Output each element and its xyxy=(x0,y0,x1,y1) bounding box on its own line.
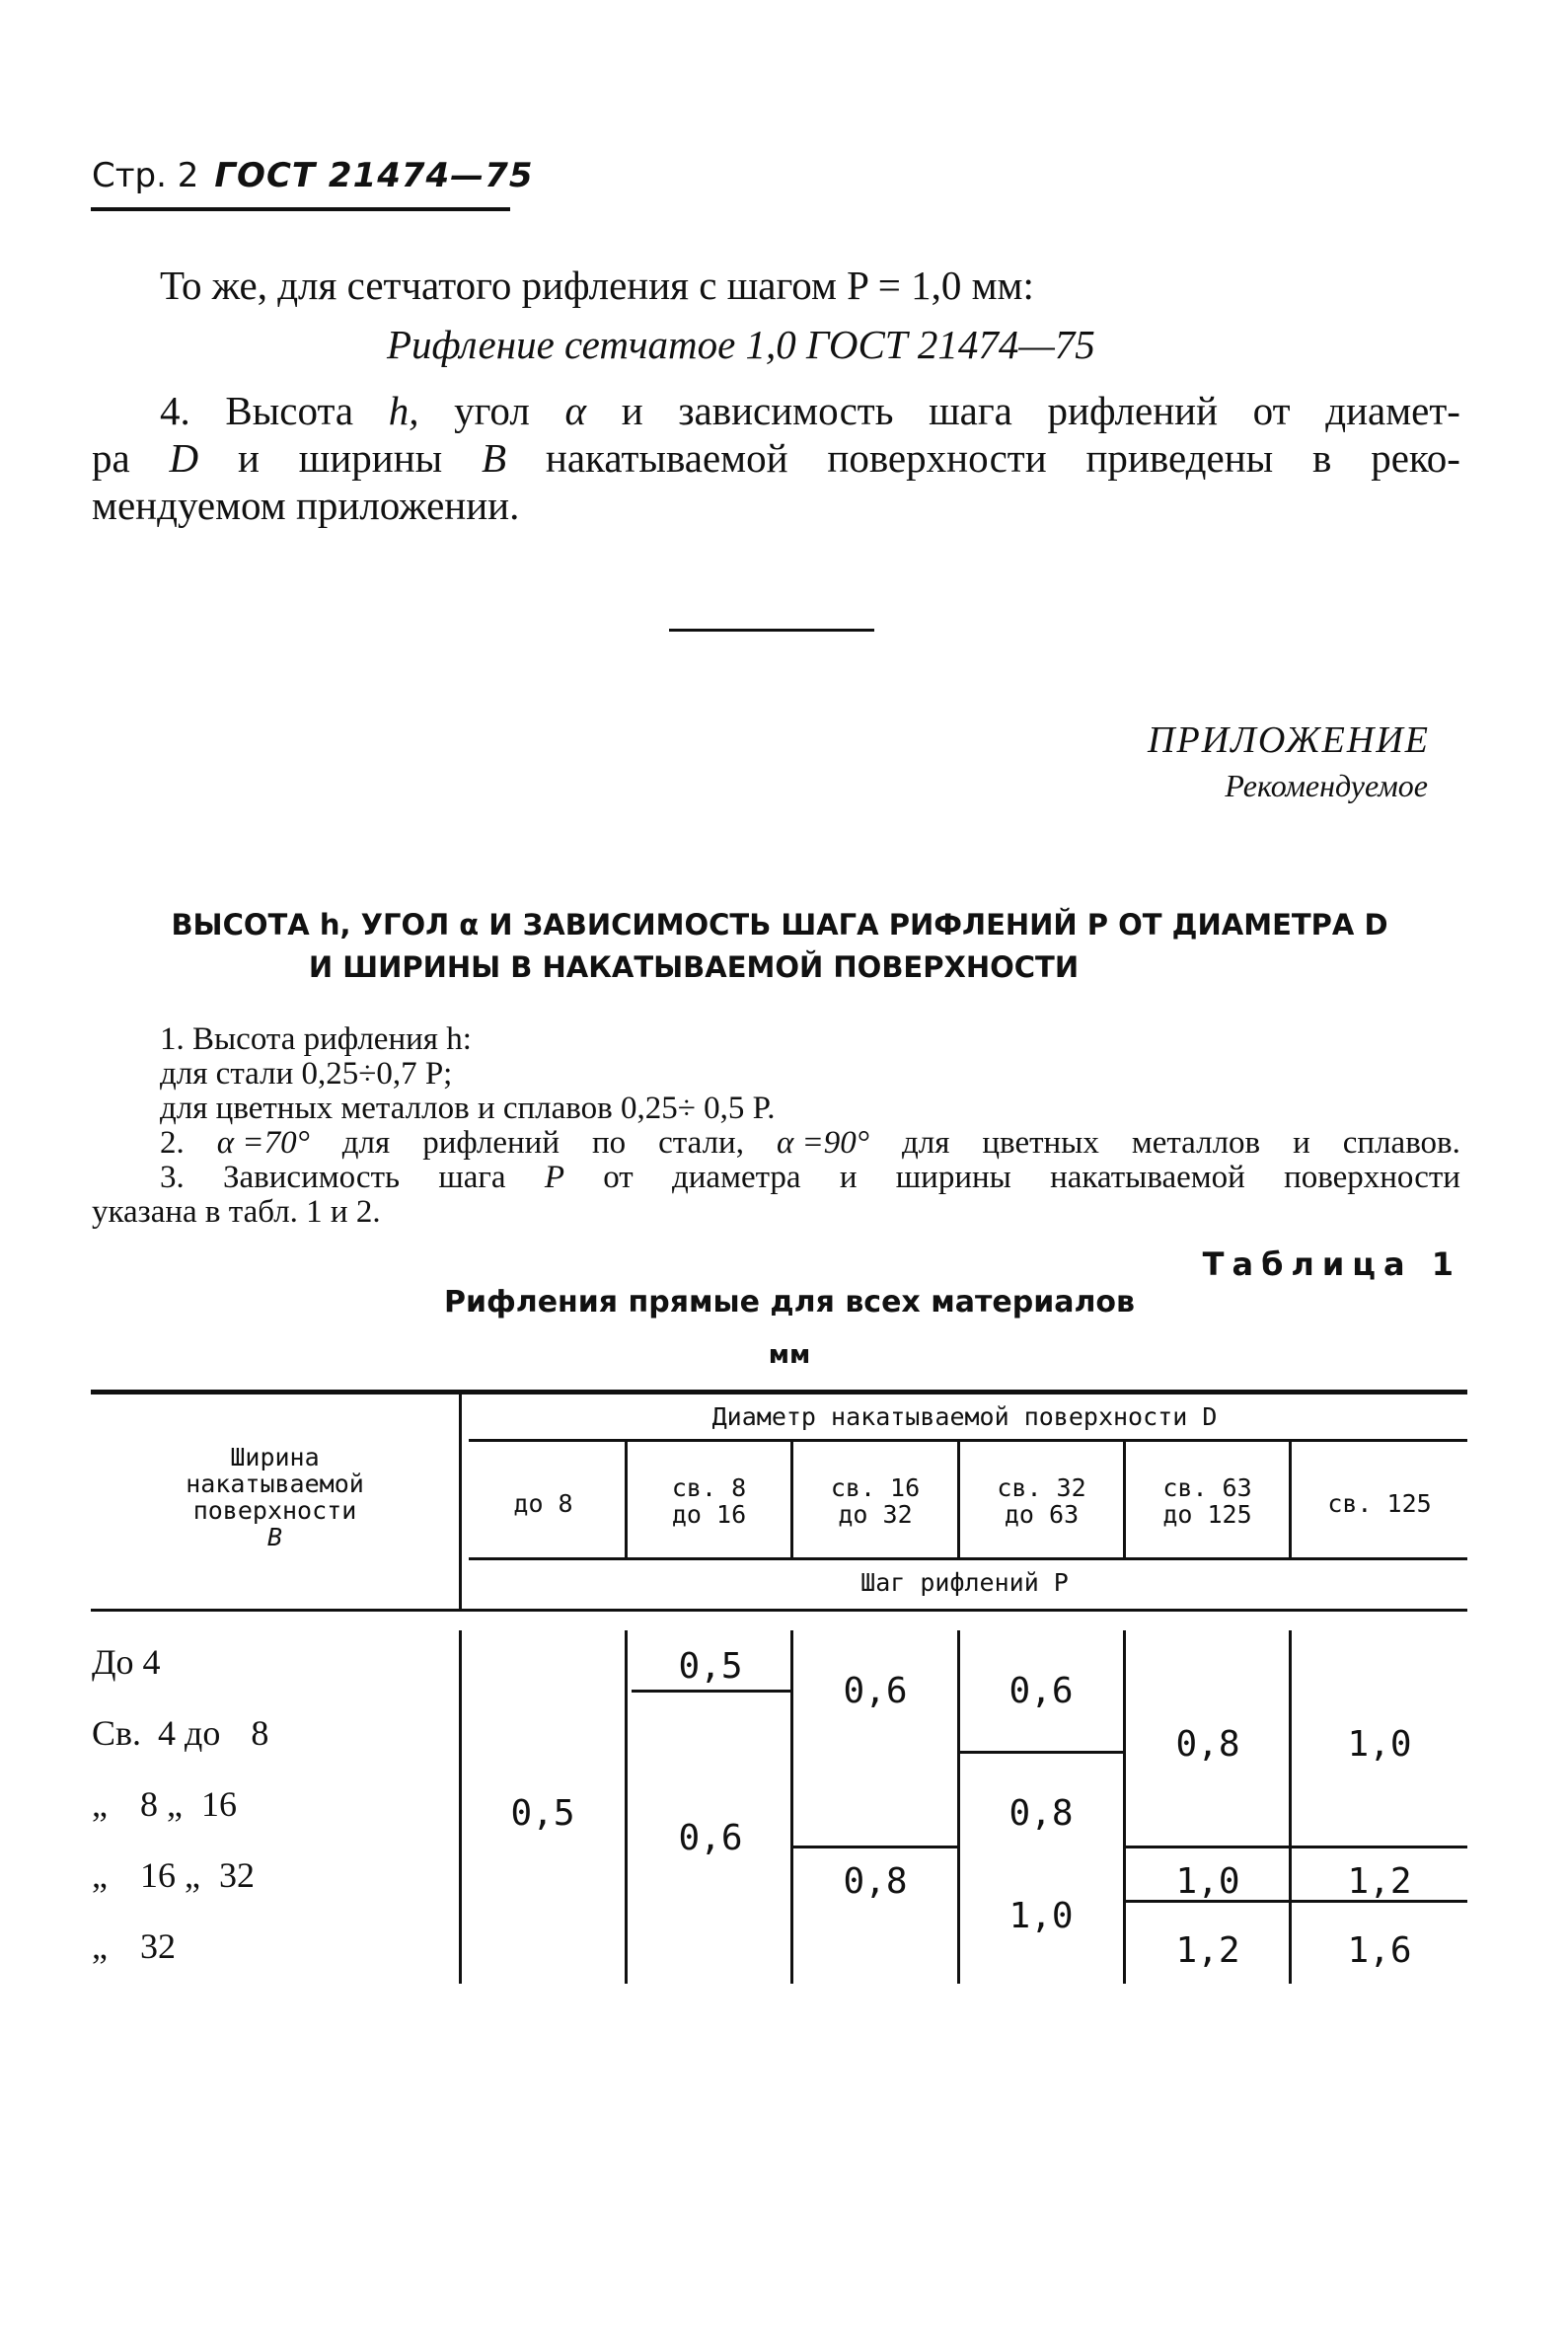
word: ширины xyxy=(298,435,443,481)
column-header xyxy=(462,1490,625,1517)
word: накатываемой xyxy=(545,435,788,481)
column-header-line: до 32 xyxy=(838,1500,913,1529)
paragraph-4-line-1 xyxy=(160,387,1460,434)
item-3-cont: указана в табл. 1 и 2. xyxy=(92,1194,381,1230)
table-caption: Рифления прямые для всех материалов xyxy=(443,1285,1136,1319)
word: сплавов. xyxy=(1342,1125,1460,1161)
designation-example: Рифление сетчатое 1,0 ГОСТ 21474—75 xyxy=(387,322,1095,367)
paragraph-4-line-2 xyxy=(92,434,1460,482)
table-rule xyxy=(1125,1846,1467,1848)
word: зависимость xyxy=(678,388,894,433)
table-rule xyxy=(459,1630,462,1984)
table-rule xyxy=(959,1751,1123,1754)
appendix-title-line-2: И ШИРИНЫ B НАКАТЫВАЕМОЙ ПОВЕРХНОСТИ xyxy=(308,950,1080,984)
table-rule xyxy=(1123,1630,1126,1984)
word: α =90° xyxy=(776,1125,869,1161)
table-header-bottom-rule xyxy=(91,1609,1467,1612)
appendix-title-line-1: ВЫСОТА h, УГОЛ α И ЗАВИСИМОСТЬ ШАГА РИФЛЕНИЙ P ОТ ДИАМЕТРА D xyxy=(171,908,1388,942)
word: для xyxy=(901,1125,950,1161)
column-header xyxy=(1292,1490,1467,1517)
table-rule xyxy=(1289,1630,1292,1984)
word: диамет- xyxy=(1325,388,1460,433)
row-label xyxy=(92,1641,161,1683)
table-rule xyxy=(469,1439,1467,1442)
stub-header-line: B xyxy=(266,1523,283,1551)
table-rule xyxy=(632,1690,790,1693)
column-header xyxy=(960,1474,1123,1528)
column-header-line: св. 8 xyxy=(671,1473,747,1502)
row-label-part: 16 „ xyxy=(139,1855,200,1895)
word: 3. xyxy=(160,1160,185,1195)
word: α =70° xyxy=(216,1125,310,1161)
column-header-line: до 8 xyxy=(513,1489,573,1518)
row-label-part: Св. xyxy=(92,1713,142,1753)
word: и xyxy=(1293,1125,1310,1161)
word: поверхности xyxy=(827,435,1047,481)
header-rule xyxy=(91,207,510,211)
word: 2. xyxy=(160,1125,185,1161)
table-cell: 1,0 xyxy=(1008,1896,1074,1936)
row-label-part: 16 xyxy=(200,1784,237,1824)
word: P xyxy=(544,1160,564,1195)
table-rule xyxy=(790,1630,793,1984)
row-label-part: 32 xyxy=(218,1855,255,1895)
word: накатываемой xyxy=(1050,1160,1245,1195)
table-cell: 0,8 xyxy=(843,1861,908,1902)
table-cell: 0,6 xyxy=(1008,1671,1074,1711)
word: и xyxy=(839,1160,858,1195)
column-header xyxy=(1126,1474,1289,1528)
word: угол xyxy=(454,388,530,433)
row-label-part: 8 „ xyxy=(139,1784,183,1824)
row-label-part: „ xyxy=(92,1855,108,1895)
section-divider xyxy=(669,629,874,632)
row-label xyxy=(92,1783,237,1825)
row-label xyxy=(92,1854,255,1896)
row-label-part: 32 xyxy=(139,1926,176,1966)
word: реко- xyxy=(1371,435,1460,481)
word: шага xyxy=(929,388,1012,433)
word: ширины xyxy=(895,1160,1011,1195)
row-label xyxy=(92,1925,176,1967)
row-label-part: 8 xyxy=(251,1713,269,1753)
row-label-part: До 4 xyxy=(92,1642,161,1682)
sub-header: Шаг рифлений P xyxy=(860,1568,1069,1597)
word: B xyxy=(482,435,507,481)
table-rule xyxy=(792,1846,957,1848)
table-cell: 0,6 xyxy=(678,1818,743,1858)
row-label xyxy=(92,1712,268,1754)
row-label-part: 4 до xyxy=(158,1713,221,1753)
column-header-line: до 63 xyxy=(1004,1500,1080,1529)
row-label-part: „ xyxy=(92,1926,108,1966)
column-header xyxy=(793,1474,957,1528)
table-cell: 0,5 xyxy=(510,1793,575,1834)
table-unit: мм xyxy=(768,1340,811,1370)
word: по xyxy=(592,1125,627,1161)
word: и xyxy=(237,435,260,481)
table-cell: 1,2 xyxy=(1175,1930,1240,1971)
word: шага xyxy=(438,1160,506,1195)
table-top-rule xyxy=(91,1390,1467,1395)
stub-header-line: Ширина xyxy=(230,1443,320,1471)
stub-header xyxy=(91,1444,459,1550)
table-cell: 0,8 xyxy=(1008,1793,1074,1834)
paragraph-4-line-3: мендуемом приложении. xyxy=(92,483,520,528)
appendix-label: ПРИЛОЖЕНИЕ xyxy=(1148,719,1430,761)
column-header-line: до 16 xyxy=(671,1500,747,1529)
word: и xyxy=(621,388,643,433)
column-header-line: до 125 xyxy=(1162,1500,1252,1529)
word: для xyxy=(341,1125,391,1161)
table-rule xyxy=(957,1630,960,1984)
word: цветных xyxy=(982,1125,1099,1161)
word: h, xyxy=(388,388,419,433)
word: 4. xyxy=(160,388,190,433)
word: рифлений xyxy=(1047,388,1219,433)
table-cell: 0,6 xyxy=(843,1671,908,1711)
word: ра xyxy=(92,435,130,481)
word: металлов xyxy=(1131,1125,1261,1161)
column-header-line: св. 125 xyxy=(1327,1489,1432,1518)
word: Высота xyxy=(225,388,354,433)
appendix-status: Рекомендуемое xyxy=(1225,768,1428,803)
item-1-steel: для стали 0,25÷0,7 P; xyxy=(160,1056,453,1092)
word: от xyxy=(1252,388,1291,433)
table-cell: 1,2 xyxy=(1347,1861,1412,1902)
column-header xyxy=(628,1474,790,1528)
word: рифлений xyxy=(422,1125,560,1161)
stub-header-line: поверхности xyxy=(192,1496,357,1525)
page-header xyxy=(92,156,534,195)
table-label: Таблица 1 xyxy=(1202,1245,1461,1283)
table-cell: 1,0 xyxy=(1347,1724,1412,1765)
table-cell: 1,0 xyxy=(1175,1861,1240,1902)
word: Зависимость xyxy=(223,1160,401,1195)
group-header: Диаметр накатываемой поверхности D xyxy=(711,1402,1218,1431)
table-cell: 1,6 xyxy=(1347,1930,1412,1971)
stub-header-line: накатываемой xyxy=(186,1470,364,1498)
row-label-part: „ xyxy=(92,1784,108,1824)
standard-code: ГОСТ 21474—75 xyxy=(214,156,534,195)
word: в xyxy=(1312,435,1332,481)
item-3 xyxy=(160,1161,1460,1195)
column-header-line: св. 32 xyxy=(997,1473,1086,1502)
item-2 xyxy=(160,1126,1460,1161)
word: D xyxy=(169,435,199,481)
word: α xyxy=(564,388,587,433)
table-cell: 0,8 xyxy=(1175,1724,1240,1765)
paragraph-example: То же, для сетчатого рифления с шагом P = 1,0 мм: xyxy=(160,263,1034,308)
column-header-line: св. 63 xyxy=(1162,1473,1252,1502)
table-cell: 0,5 xyxy=(678,1646,743,1687)
word: поверхности xyxy=(1284,1160,1460,1195)
word: стали, xyxy=(658,1125,744,1161)
word: от xyxy=(603,1160,634,1195)
table-rule xyxy=(625,1630,628,1984)
word: диаметра xyxy=(671,1160,801,1195)
column-header-line: св. 16 xyxy=(830,1473,921,1502)
word: приведены xyxy=(1085,435,1274,481)
item-1-nonferrous: для цветных металлов и сплавов 0,25÷ 0,5 P. xyxy=(160,1091,776,1126)
page-number: Стр. 2 xyxy=(92,156,199,195)
item-1: 1. Высота рифления h: xyxy=(160,1021,472,1057)
table-rule xyxy=(469,1557,1467,1560)
